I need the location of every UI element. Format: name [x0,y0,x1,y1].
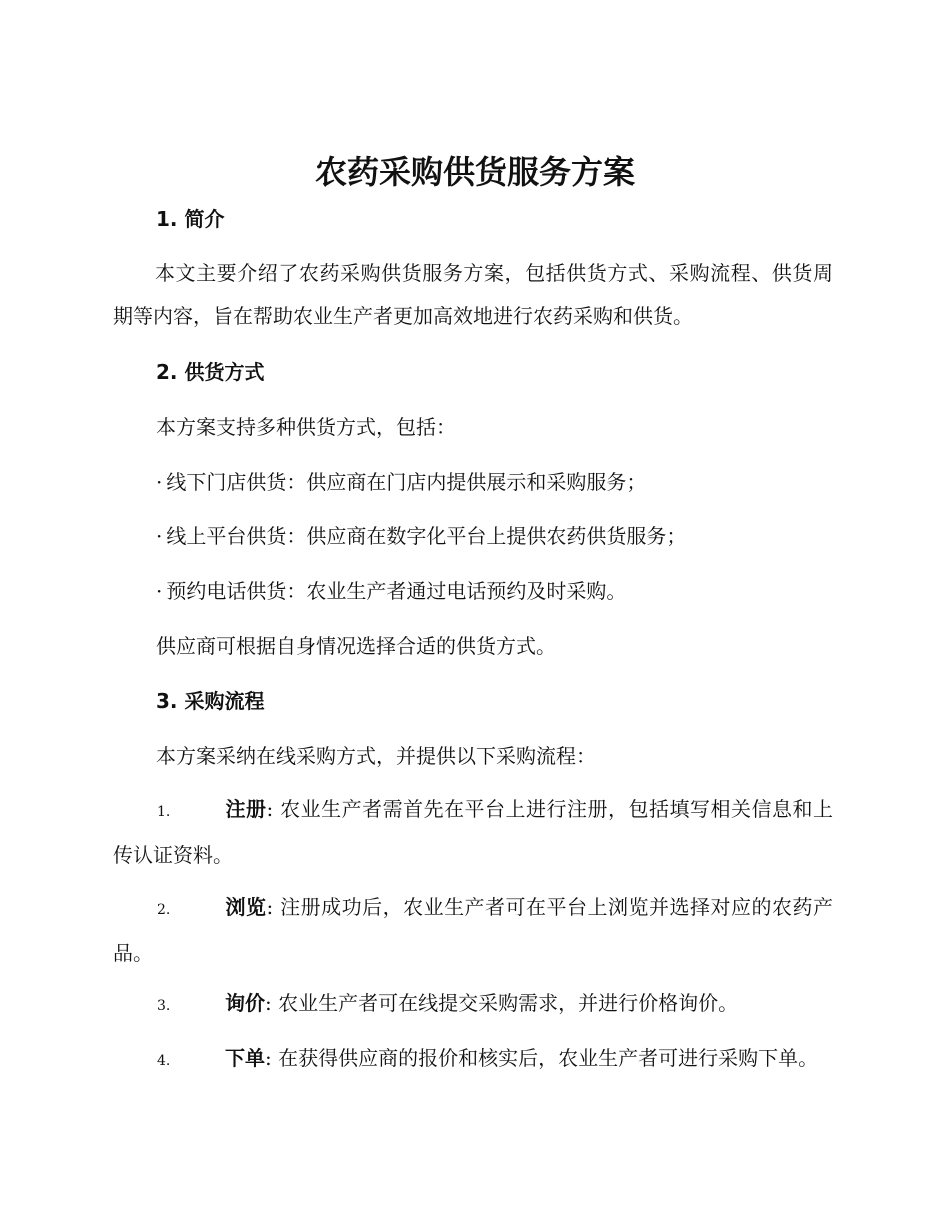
step-term: 浏览 [225,895,267,919]
step-number: 1. [157,804,171,820]
step-number: 2. [157,902,171,918]
step-number: 3. [157,998,171,1014]
section-heading-supply-methods: 2. 供货方式 [156,360,265,384]
procurement-process-intro: 本方案采纳在线采购方式，并提供以下采购流程： [156,744,596,768]
section-intro-body: 本文主要介绍了农药采购供货服务方案，包括供货方式、采购流程、供货周期等内容，旨在帮助农业生产者更加高效地进行农药采购和供货。 [113,261,833,328]
step-number: 4. [157,1053,171,1069]
step-term: 询价 [225,991,265,1015]
step-term: 下单 [225,1046,265,1070]
process-step [113,788,833,877]
bullet-dot-icon: · [156,524,163,548]
step-text: : 注册成功后，农业生产者可在平台上浏览并选择对应的农药产品。 [113,895,833,965]
list-item-text: 线上平台供货：供应商在数字化平台上提供农药供货服务； [166,524,687,548]
list-item [156,468,646,496]
list-item-text: 预约电话供货：农业生产者通过电话预约及时采购。 [166,579,627,603]
process-step [113,886,833,975]
document-title: 农药采购供货服务方案 [314,153,635,191]
list-item [156,577,626,605]
step-text: : 在获得供应商的报价和核实后，农业生产者可进行采购下单。 [265,1046,819,1070]
step-text: : 农业生产者可在线提交采购需求，并进行价格询价。 [265,991,739,1015]
bullet-dot-icon: · [156,470,163,494]
step-text: : 农业生产者需首先在平台上进行注册，包括填写相关信息和上传认证资料。 [113,797,833,867]
bullet-dot-icon: · [156,579,163,603]
section-heading-intro: 1. 简介 [156,207,225,231]
supply-methods-outro: 供应商可根据自身情况选择合适的供货方式。 [156,634,556,658]
section-heading-procurement-process: 3. 采购流程 [156,689,265,713]
process-step [113,1037,833,1083]
step-term: 注册 [225,797,267,821]
process-step [113,982,833,1028]
supply-methods-intro: 本方案支持多种供货方式，包括： [156,415,456,439]
list-item [156,522,686,550]
list-item-text: 线下门店供货：供应商在门店内提供展示和采购服务； [166,470,647,494]
